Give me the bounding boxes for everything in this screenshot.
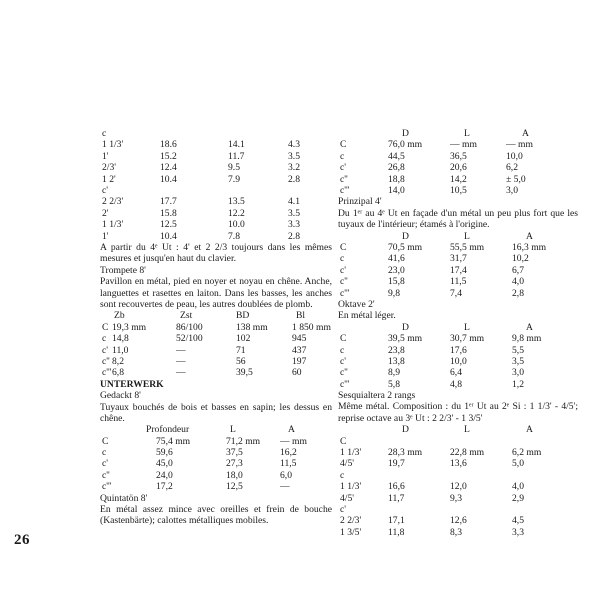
value-cell: 2.8	[288, 230, 300, 242]
column-header: Profondeur	[146, 424, 190, 436]
sesquialtera-title: Sesquialtera 2 rangs	[338, 390, 416, 402]
note-label: c''	[340, 276, 348, 288]
table-row	[100, 470, 332, 481]
value-cell: 70,5 mm	[388, 241, 423, 253]
value-cell: 12,5	[226, 481, 243, 493]
value-cell: 2,9	[512, 492, 524, 504]
table-row	[338, 470, 578, 481]
value-cell: 60	[292, 367, 302, 379]
value-cell: 11,0	[112, 344, 129, 356]
table-row	[100, 322, 332, 333]
sesquialtera-table-header	[338, 424, 578, 435]
note-label: c	[102, 333, 107, 345]
table-row	[338, 379, 578, 390]
value-cell: 71,2 mm	[226, 435, 261, 447]
note-label: c	[340, 253, 345, 265]
table-row	[100, 151, 332, 162]
note-label: c'	[102, 458, 108, 470]
value-cell: —	[280, 481, 290, 493]
value-cell: 16,6	[388, 481, 405, 493]
value-cell: 12.2	[228, 207, 245, 219]
sesquialtera-description: Même métal. Composition : du 1ᵉʳ Ut au 2ᵉ Si : 1 1/3' - 4/5'; reprise octave au 3ᵉ Ut : 2 2/3' - 1 3/5'	[338, 401, 578, 424]
value-cell: 55,5 mm	[450, 241, 485, 253]
table-header-row	[338, 322, 578, 333]
value-cell: ± 5,0	[506, 173, 526, 185]
oktave-table	[338, 333, 578, 390]
column-header: BD	[236, 310, 250, 322]
note-label: C	[340, 139, 347, 151]
column-header: D	[402, 321, 409, 333]
table-row	[338, 504, 578, 515]
value-cell: 18,8	[388, 173, 405, 185]
trompete-description: Pavillon en métal, pied en noyer et noyau en chêne. Anche, languettes et rasettes en laiton. Dans les basses, les anches sont recouvertes de peau, les autres doublées de plomb.	[100, 276, 332, 310]
value-cell: 8,9	[388, 367, 400, 379]
value-cell: 10.4	[160, 230, 177, 242]
value-cell: 20,6	[450, 162, 467, 174]
column-header: Zst	[180, 310, 193, 322]
value-cell: 13,6	[450, 458, 467, 470]
value-cell: 19,7	[388, 458, 405, 470]
value-cell: —	[176, 344, 186, 356]
value-cell: 16,3 mm	[512, 241, 547, 253]
gedackt-table	[100, 436, 332, 493]
note-label: c'''	[340, 287, 350, 299]
value-cell: 9,8	[388, 287, 400, 299]
value-cell: 45,0	[156, 458, 173, 470]
table-row	[338, 185, 578, 196]
table-row	[338, 436, 578, 447]
note-label: 1 1/3'	[102, 139, 124, 151]
value-cell: 9,8 mm	[512, 333, 542, 345]
note-label: c'''	[102, 481, 112, 493]
oktave-description: En métal léger.	[338, 310, 396, 322]
value-cell: 17,2	[156, 481, 173, 493]
table-row	[338, 493, 578, 504]
table-row	[338, 515, 578, 526]
value-cell: 41,6	[388, 253, 405, 265]
value-cell: — mm	[506, 139, 533, 151]
table-row	[338, 333, 578, 344]
value-cell: 75,4 mm	[156, 435, 191, 447]
value-cell: 9,3	[450, 492, 462, 504]
table-row	[338, 345, 578, 356]
prinzipal-table	[338, 242, 578, 299]
cornet-table	[100, 128, 332, 242]
note-label: 1 3/5'	[340, 526, 362, 538]
prinzipal-table-header	[338, 231, 578, 242]
gedackt-table-header	[100, 424, 332, 435]
column-header: D	[402, 128, 409, 139]
value-cell: 2.8	[288, 173, 300, 185]
value-cell: 18.6	[160, 139, 177, 151]
value-cell: 4.3	[288, 139, 300, 151]
prinzipal-description: Du 1ᵉʳ au 4ᵉ Ut en façade d'un métal un peu plus fort que les tuyaux de l'intérieur; étamés à l'origine.	[338, 207, 578, 231]
value-cell: 138 mm	[236, 321, 268, 333]
prinzipal-title: Prinzipal 4'	[338, 196, 382, 208]
value-cell: 9.5	[228, 162, 240, 174]
table-row	[100, 219, 332, 230]
value-cell: 11,5	[450, 276, 467, 288]
value-cell: 14,0	[388, 184, 405, 196]
value-cell: 3.3	[288, 219, 300, 231]
table-row	[338, 481, 578, 492]
page-number: 26	[14, 532, 30, 548]
value-cell: 4.1	[288, 196, 300, 208]
value-cell: 7.8	[228, 230, 240, 242]
value-cell: 59,6	[156, 447, 173, 459]
value-cell: 1,2	[512, 378, 524, 390]
value-cell: 15,8	[388, 276, 405, 288]
column-header: A	[526, 230, 533, 242]
note-label: c	[340, 150, 345, 162]
value-cell: 18,0	[226, 469, 243, 481]
column-header: L	[464, 424, 470, 436]
column-header: Bl	[296, 310, 306, 322]
value-cell: 16,2	[280, 447, 297, 459]
note-label: 1 2'	[102, 173, 116, 185]
value-cell: 13.5	[228, 196, 245, 208]
column-header: Zb	[114, 310, 125, 322]
note-label: c	[340, 344, 345, 356]
note-label: c'''	[340, 184, 350, 196]
value-cell: 1 850 mm	[292, 321, 331, 333]
note-label: C	[340, 333, 347, 345]
table-row	[100, 185, 332, 196]
value-cell: 17,4	[450, 264, 467, 276]
value-cell: 6,8	[112, 367, 124, 379]
value-cell: 30,7 mm	[450, 333, 485, 345]
note-label: c''	[102, 355, 110, 367]
value-cell: 24,0	[156, 469, 173, 481]
table-row	[100, 481, 332, 492]
table-header-row	[100, 310, 332, 321]
value-cell: 11,8	[388, 526, 405, 538]
value-cell: 7,4	[450, 287, 462, 299]
table-header-row	[338, 128, 578, 139]
column-header: A	[526, 321, 533, 333]
note-label: 2/3'	[102, 162, 116, 174]
table-row	[338, 253, 578, 264]
quintaton-title: Quintatön 8'	[100, 492, 148, 504]
table-row	[100, 458, 332, 469]
trompete-title: Trompete 8'	[100, 264, 146, 276]
table-row	[338, 447, 578, 458]
value-cell: 6,2 mm	[512, 447, 542, 459]
value-cell: 37,5	[226, 447, 243, 459]
table-row	[338, 265, 578, 276]
table-row	[338, 367, 578, 378]
table-row	[100, 231, 332, 242]
value-cell: 15.2	[160, 150, 177, 162]
note-label: c	[340, 469, 345, 481]
value-cell: 44,5	[388, 150, 405, 162]
value-cell: 102	[236, 333, 251, 345]
value-cell: 6,4	[450, 367, 462, 379]
table-row	[100, 196, 332, 207]
value-cell: 39,5 mm	[388, 333, 423, 345]
value-cell: —	[176, 355, 186, 367]
column-header: L	[230, 424, 236, 436]
table-row	[100, 139, 332, 150]
value-cell: 71	[236, 344, 246, 356]
table-row	[100, 208, 332, 219]
value-cell: 6,2	[506, 162, 518, 174]
column-header: D	[402, 424, 409, 436]
column-header: L	[464, 321, 470, 333]
value-cell: 3.5	[288, 207, 300, 219]
note-label: 4/5'	[340, 458, 354, 470]
note-label: c	[102, 447, 107, 459]
table-row	[100, 345, 332, 356]
value-cell: 10.4	[160, 173, 177, 185]
value-cell: 3,5	[512, 355, 524, 367]
value-cell: 8,2	[112, 355, 124, 367]
note-label: 4/5'	[340, 492, 354, 504]
value-cell: 19,3 mm	[112, 321, 147, 333]
note-label: 1 1/3'	[102, 219, 124, 231]
value-cell: 197	[292, 355, 307, 367]
value-cell: 14.1	[228, 139, 245, 151]
right-column	[338, 128, 578, 538]
note-label: 1'	[102, 150, 109, 162]
unnamed-stop-table-header	[338, 128, 578, 139]
table-row	[100, 436, 332, 447]
value-cell: 26,8	[388, 162, 405, 174]
value-cell: 10,0	[450, 355, 467, 367]
table-row	[338, 242, 578, 253]
value-cell: 8,3	[450, 526, 462, 538]
table-row	[100, 162, 332, 173]
table-row	[338, 174, 578, 185]
table-header-row	[338, 424, 578, 435]
value-cell: 4,0	[512, 276, 524, 288]
oktave-table-header	[338, 322, 578, 333]
value-cell: 12.4	[160, 162, 177, 174]
table-row	[338, 151, 578, 162]
value-cell: 4,8	[450, 378, 462, 390]
column-header: L	[464, 230, 470, 242]
value-cell: 3,0	[512, 367, 524, 379]
table-row	[100, 367, 332, 378]
note-label: c'	[102, 184, 108, 196]
note-label: c	[102, 128, 107, 139]
value-cell: 7.9	[228, 173, 240, 185]
value-cell: 14,2	[450, 173, 467, 185]
value-cell: 6,0	[280, 469, 292, 481]
value-cell: 437	[292, 344, 307, 356]
note-label: c'	[340, 355, 346, 367]
value-cell: 76,0 mm	[388, 139, 423, 151]
column-header: A	[288, 424, 295, 436]
trompete-table	[100, 322, 332, 379]
value-cell: 36,5	[450, 150, 467, 162]
note-label: C	[340, 241, 347, 253]
value-cell: 12,6	[450, 515, 467, 527]
value-cell: 11.7	[228, 150, 245, 162]
value-cell: 86/100	[176, 321, 203, 333]
table-row	[338, 356, 578, 367]
value-cell: 14,8	[112, 333, 129, 345]
table-row	[338, 162, 578, 173]
note-label: c'	[340, 504, 346, 516]
column-header: A	[526, 424, 533, 436]
value-cell: 4,5	[512, 515, 524, 527]
value-cell: 11,7	[388, 492, 405, 504]
table-row	[338, 527, 578, 538]
value-cell: 10,2	[512, 253, 529, 265]
value-cell: 17.7	[160, 196, 177, 208]
unnamed-stop-table	[338, 139, 578, 196]
quintaton-description: En métal assez mince avec oreilles et frein de bouche (Kastenbärte); calottes métalliques mobiles.	[100, 504, 332, 527]
value-cell: 10.0	[228, 219, 245, 231]
value-cell: 17,6	[450, 344, 467, 356]
note-label: C	[102, 321, 109, 333]
note-label: c'	[340, 162, 346, 174]
value-cell: 28,3 mm	[388, 447, 423, 459]
note-label: c'	[102, 344, 108, 356]
value-cell: 13,8	[388, 355, 405, 367]
gedackt-description: Tuyaux bouchés de bois et basses en sapin; les dessus en chêne.	[100, 401, 332, 424]
value-cell: 5,8	[388, 378, 400, 390]
value-cell: 945	[292, 333, 307, 345]
value-cell: 31,7	[450, 253, 467, 265]
column-header: A	[522, 128, 529, 139]
oktave-title: Oktave 2'	[338, 298, 375, 310]
value-cell: 5,0	[512, 458, 524, 470]
value-cell: 4,0	[512, 481, 524, 493]
value-cell: 3.5	[288, 150, 300, 162]
value-cell: 22,8 mm	[450, 447, 485, 459]
table-header-row	[338, 231, 578, 242]
column-header: D	[402, 230, 409, 242]
value-cell: 39,5	[236, 367, 253, 379]
note-label: c'	[340, 264, 346, 276]
note-label: 1'	[102, 230, 109, 242]
table-row	[100, 333, 332, 344]
table-row	[338, 139, 578, 150]
value-cell: 15.8	[160, 207, 177, 219]
gedackt-title: Gedackt 8'	[100, 390, 141, 402]
trompete-table-header	[100, 310, 332, 321]
value-cell: 3.2	[288, 162, 300, 174]
sesquialtera-table	[338, 436, 578, 539]
note-label: c''	[340, 173, 348, 185]
table-row	[338, 276, 578, 287]
table-row	[100, 128, 332, 139]
table-row	[100, 447, 332, 458]
value-cell: 23,8	[388, 344, 405, 356]
note-label: c''	[340, 367, 348, 379]
value-cell: 17,1	[388, 515, 405, 527]
value-cell: 12,0	[450, 481, 467, 493]
value-cell: 2,8	[512, 287, 524, 299]
table-row	[338, 288, 578, 299]
note-label: 1 1/3'	[340, 447, 362, 459]
value-cell: 5,5	[512, 344, 524, 356]
left-column	[100, 128, 332, 527]
value-cell: 10,5	[450, 184, 467, 196]
value-cell: 56	[236, 355, 246, 367]
note-label: 2 2/3'	[340, 515, 362, 527]
table-row	[100, 174, 332, 185]
table-row	[338, 458, 578, 469]
note-label: c'''	[102, 367, 112, 379]
unterwerk-heading: UNTERWERK	[100, 378, 164, 390]
paragraph-ut-note: A partir du 4ᵉ Ut : 4' et 2 2/3 toujours dans les mêmes mesures et jusqu'en haut du clavier.	[100, 241, 332, 265]
note-label: c''	[102, 469, 110, 481]
table-row	[100, 356, 332, 367]
value-cell: — mm	[450, 139, 477, 151]
value-cell: 27,3	[226, 458, 243, 470]
value-cell: —	[176, 367, 186, 379]
value-cell: 6,7	[512, 264, 524, 276]
table-header-row	[100, 424, 332, 435]
note-label: 1 1/3'	[340, 481, 362, 493]
value-cell: 12.5	[160, 219, 177, 231]
note-label: 2 2/3'	[102, 196, 124, 208]
column-header: L	[464, 128, 470, 139]
note-label: C	[102, 435, 109, 447]
value-cell: 3,3	[512, 526, 524, 538]
note-label: c'''	[340, 378, 350, 390]
value-cell: 23,0	[388, 264, 405, 276]
value-cell: — mm	[280, 435, 307, 447]
value-cell: 10,0	[506, 150, 523, 162]
note-label: 2'	[102, 207, 109, 219]
value-cell: 3,0	[506, 184, 518, 196]
value-cell: 11,5	[280, 458, 297, 470]
value-cell: 52/100	[176, 333, 203, 345]
note-label: C	[340, 435, 347, 447]
